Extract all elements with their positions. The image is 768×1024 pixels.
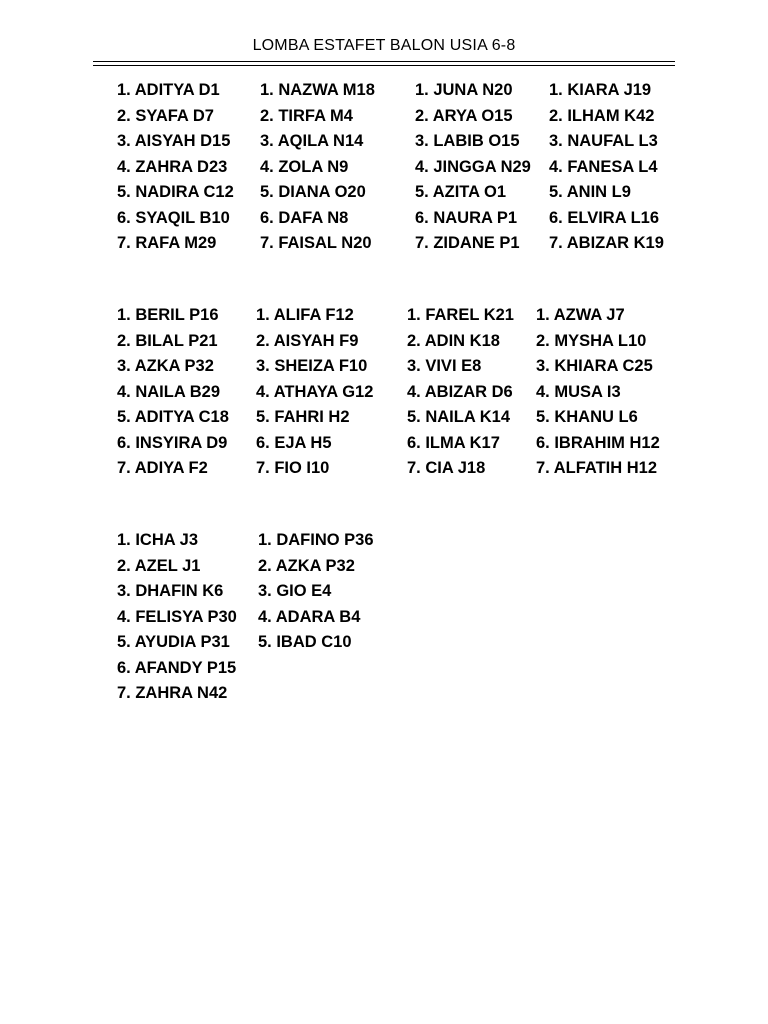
list-item: 2. BILAL P21: [117, 331, 218, 350]
list-item: 7. FAISAL N20: [260, 234, 372, 252]
list-item: 2. ADIN K18: [407, 331, 500, 350]
list-item: 7. FIO I10: [256, 459, 330, 477]
list-item: 1. ADITYA D1: [117, 81, 220, 99]
list-item: 3. GIO E4: [258, 582, 332, 600]
list-item: 4. NAILA B29: [117, 382, 220, 401]
list-item: 3. AQILA N14: [260, 132, 364, 150]
list-item: 3. AZKA P32: [117, 357, 214, 375]
list-item: 1. DAFINO P36: [258, 531, 374, 549]
list-item: 2. MYSHA L10: [536, 331, 647, 350]
list-item: 7. ALFATIH H12: [536, 459, 658, 477]
list-item: 3. VIVI E8: [407, 357, 482, 375]
list-item: 7. ZAHRA N42: [117, 684, 228, 702]
list-item: 5. NAILA K14: [407, 408, 510, 426]
page-title: LOMBA ESTAFET BALON USIA 6-8: [252, 37, 516, 54]
list-item: 3. SHEIZA F10: [256, 357, 368, 375]
list-item: 3. NAUFAL L3: [549, 132, 658, 150]
list-item: 3. DHAFIN K6: [117, 582, 224, 600]
list-item: 1. KIARA J19: [549, 81, 652, 99]
list-item: 1. AZWA J7: [536, 306, 625, 324]
list-item: 5. IBAD C10: [258, 633, 352, 651]
title-underline-top: [93, 61, 675, 62]
list-item: 5. AYUDIA P31: [117, 633, 230, 651]
list-item: 3. KHIARA C25: [536, 357, 653, 375]
list-item: 1. FAREL K21: [407, 306, 514, 324]
list-item: 4. ATHAYA G12: [256, 382, 374, 401]
list-item: 4. ADARA B4: [258, 607, 361, 626]
list-item: 6. ILMA K17: [407, 433, 500, 452]
list-item: 5. KHANU L6: [536, 408, 638, 426]
list-item: 5. AZITA O1: [415, 183, 507, 201]
list-item: 7. RAFA M29: [117, 234, 217, 252]
list-item: 2. ILHAM K42: [549, 106, 655, 125]
list-item: 1. ICHA J3: [117, 531, 199, 549]
list-item: 7. ZIDANE P1: [415, 234, 520, 252]
list-item: 4. FELISYA P30: [117, 607, 237, 626]
list-item: 7. ABIZAR K19: [549, 234, 664, 252]
list-item: 6. ELVIRA L16: [549, 208, 660, 227]
list-item: 4. JINGGA N29: [415, 157, 531, 176]
list-item: 6. AFANDY P15: [117, 658, 237, 677]
list-item: 6. EJA H5: [256, 433, 332, 452]
list-item: 5. DIANA O20: [260, 183, 366, 201]
list-item: 1. NAZWA M18: [260, 81, 375, 99]
list-item: 6. DAFA N8: [260, 208, 349, 227]
list-item: 5. NADIRA C12: [117, 183, 234, 201]
list-item: 2. AZKA P32: [258, 556, 355, 575]
list-item: 6. NAURA P1: [415, 208, 518, 227]
list-item: 1. ALIFA F12: [256, 306, 354, 324]
title-underline-bottom: [93, 65, 675, 66]
list-item: 4. ZAHRA D23: [117, 157, 228, 176]
list-item: 6. INSYIRA D9: [117, 433, 228, 452]
list-item: 2. AISYAH F9: [256, 331, 359, 350]
list-item: 1. JUNA N20: [415, 81, 513, 99]
list-item: 4. FANESA L4: [549, 157, 658, 176]
list-item: 5. ANIN L9: [549, 183, 631, 201]
list-item: 2. ARYA O15: [415, 106, 513, 125]
list-item: 3. AISYAH D15: [117, 132, 231, 150]
list-item: 7. CIA J18: [407, 459, 486, 477]
list-item: 1. BERIL P16: [117, 306, 219, 324]
list-item: 5. FAHRI H2: [256, 408, 350, 426]
list-item: 6. SYAQIL B10: [117, 208, 230, 227]
list-item: 4. ABIZAR D6: [407, 382, 513, 401]
list-item: 4. ZOLA N9: [260, 157, 349, 176]
list-item: 3. LABIB O15: [415, 132, 520, 150]
list-item: 4. MUSA I3: [536, 382, 621, 401]
list-item: 7. ADIYA F2: [117, 459, 208, 477]
list-item: 2. AZEL J1: [117, 556, 201, 575]
list-item: 2. SYAFA D7: [117, 106, 214, 125]
list-item: 5. ADITYA C18: [117, 408, 229, 426]
list-item: 2. TIRFA M4: [260, 106, 353, 125]
list-item: 6. IBRAHIM H12: [536, 433, 660, 452]
